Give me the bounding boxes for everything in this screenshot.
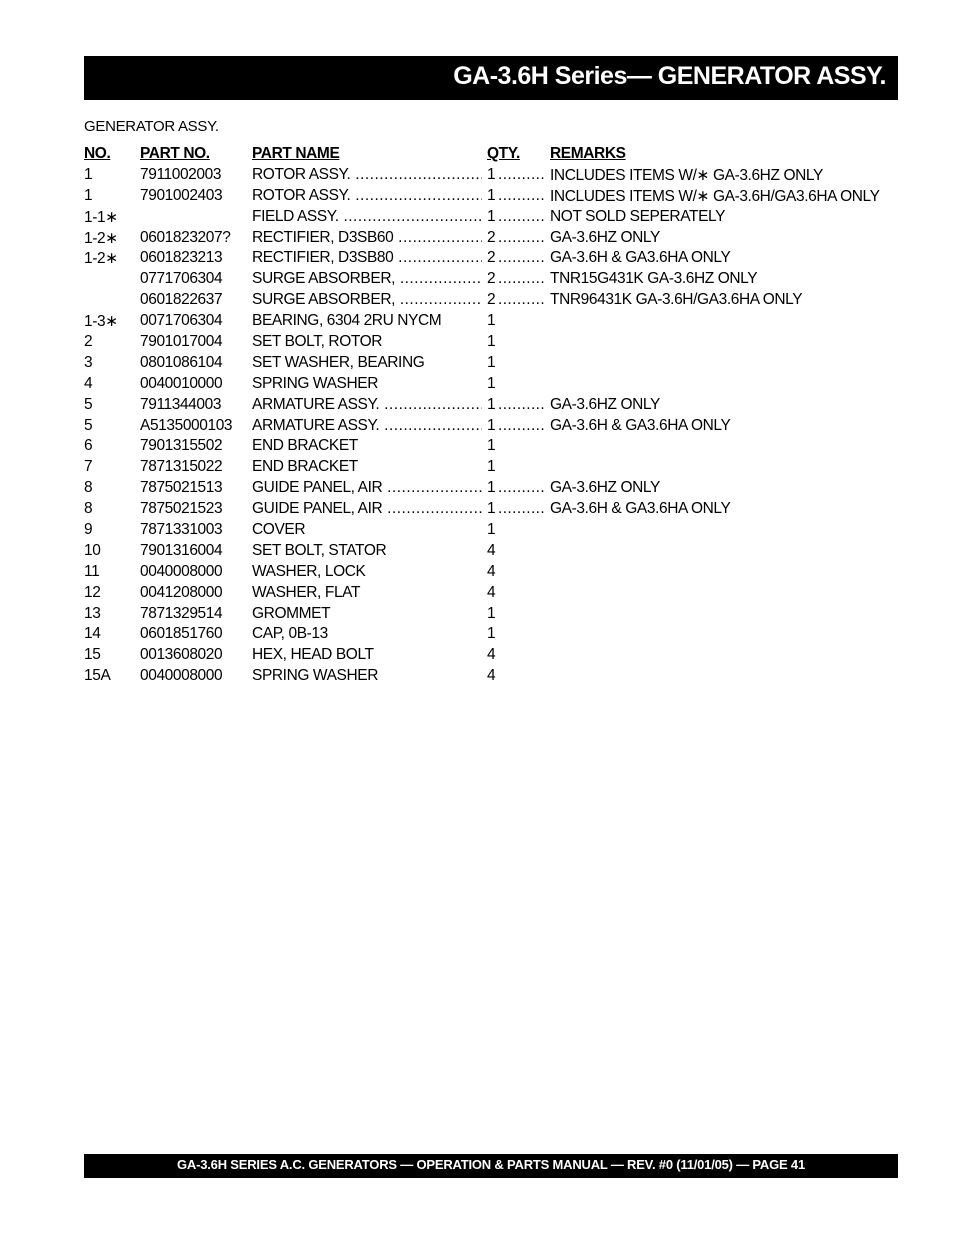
remarks-cell: GA-3.6HZ ONLY	[550, 479, 660, 497]
table-row	[84, 312, 898, 333]
leader-dots	[498, 417, 546, 435]
qty-cell: 2	[487, 270, 496, 288]
part-name-cell: END BRACKET	[252, 458, 358, 476]
part-number-index: 8	[84, 500, 93, 518]
leader-dots	[498, 291, 546, 309]
part-no-cell: 0071706304	[140, 312, 223, 330]
qty-cell: 1	[487, 165, 496, 183]
part-no-cell: A5135000103	[140, 416, 233, 434]
leader-dots	[498, 249, 546, 267]
table-row	[84, 417, 898, 438]
qty-cell: 4	[487, 562, 496, 580]
leader-dots	[498, 229, 546, 247]
table-row	[84, 396, 898, 417]
qty-cell: 4	[487, 583, 496, 601]
part-name-cell: RECTIFIER, D3SB80 .....	[252, 249, 482, 267]
part-no-cell: 0041208000	[140, 583, 223, 601]
remarks-cell: GA-3.6H & GA3.6HA ONLY	[550, 249, 731, 267]
part-name-cell: ARMATURE ASSY. .....	[252, 396, 482, 414]
part-number-index: 10	[84, 541, 101, 559]
table-row	[84, 563, 898, 584]
part-name-cell: ARMATURE ASSY. .....	[252, 417, 482, 435]
part-number-index: 15A	[84, 667, 111, 685]
part-number-index: 4	[84, 374, 93, 392]
part-number-index: 5	[84, 416, 93, 434]
page-title: GA-3.6H Series— GENERATOR ASSY.	[453, 62, 886, 90]
remarks-cell: GA-3.6HZ ONLY	[550, 395, 660, 413]
part-no-cell: 7901315502	[140, 437, 223, 455]
table-row	[84, 667, 898, 688]
part-name-cell: COVER	[252, 521, 306, 539]
column-header-part-name: PART NAME	[252, 145, 340, 162]
leader-dots	[498, 396, 546, 414]
table-row	[84, 479, 898, 500]
qty-cell: 1	[487, 353, 496, 371]
part-number-index: 12	[84, 583, 101, 601]
table-row	[84, 605, 898, 626]
part-name-cell: SURGE ABSORBER, .....	[252, 291, 482, 309]
part-no-cell: 7871331003	[140, 521, 223, 539]
qty-cell: 4	[487, 667, 496, 685]
table-row	[84, 521, 898, 542]
part-name-cell: GUIDE PANEL, AIR .....	[252, 500, 482, 518]
part-no-cell: 7911002003	[140, 165, 222, 183]
qty-cell: 2	[487, 228, 496, 246]
part-no-cell: 7875021523	[140, 500, 223, 518]
part-no-cell: 0601822637	[140, 291, 223, 309]
remarks-cell: TNR96431K GA-3.6H/GA3.6HA ONLY	[550, 291, 803, 309]
part-no-cell: 0013608020	[140, 646, 223, 664]
part-number-index: 13	[84, 604, 101, 622]
part-name-cell: END BRACKET	[252, 437, 358, 455]
table-row	[84, 646, 898, 667]
part-number-index: 7	[84, 458, 93, 476]
qty-cell: 1	[487, 207, 496, 225]
part-no-cell: 0801086104	[140, 353, 223, 371]
remarks-cell: GA-3.6H & GA3.6HA ONLY	[550, 500, 731, 518]
part-name-cell: SET WASHER, BEARING	[252, 353, 425, 371]
table-row	[84, 437, 898, 458]
part-name-cell: GROMMET	[252, 604, 331, 622]
table-row	[84, 584, 898, 605]
part-name-cell: SPRING WASHER	[252, 374, 378, 392]
part-number-index: 5	[84, 395, 93, 413]
qty-cell: 1	[487, 458, 496, 476]
table-row	[84, 458, 898, 479]
qty-cell: 4	[487, 646, 496, 664]
part-no-cell: 7901017004	[140, 333, 223, 351]
qty-cell: 2	[487, 249, 496, 267]
leader-dots	[498, 500, 546, 518]
table-row	[84, 249, 898, 270]
qty-cell: 1	[487, 333, 496, 351]
part-no-cell: 0040008000	[140, 667, 223, 685]
remarks-cell: GA-3.6HZ ONLY	[550, 228, 660, 246]
column-header-part-no: PART NO.	[140, 145, 210, 162]
leader-dots	[498, 479, 546, 497]
leader-dots	[498, 187, 546, 205]
part-number-index: 1	[84, 186, 93, 204]
table-row	[84, 270, 898, 291]
part-number-index: 8	[84, 479, 93, 497]
qty-cell: 1	[487, 186, 496, 204]
remarks-cell: NOT SOLD SEPERATELY	[550, 207, 726, 225]
part-name-cell: CAP, 0B-13	[252, 625, 328, 643]
qty-cell: 1	[487, 479, 496, 497]
qty-cell: 1	[487, 604, 496, 622]
part-no-cell: 7911344003	[140, 395, 222, 413]
table-row	[84, 166, 898, 187]
table-row	[84, 229, 898, 250]
table-row	[84, 542, 898, 563]
qty-cell: 1	[487, 500, 496, 518]
part-name-cell: HEX, HEAD BOLT	[252, 646, 374, 664]
remarks-cell: INCLUDES ITEMS W/∗ GA-3.6HZ ONLY	[550, 166, 823, 184]
column-header-remarks: REMARKS	[550, 145, 626, 162]
remarks-cell: INCLUDES ITEMS W/∗ GA-3.6H/GA3.6HA ONLY	[550, 187, 880, 205]
part-number-index: 11	[84, 562, 100, 580]
page-footer-bar	[84, 1154, 898, 1178]
part-number-index: 6	[84, 437, 93, 455]
part-no-cell: 0040008000	[140, 562, 223, 580]
qty-cell: 1	[487, 437, 496, 455]
part-number-index: 1-3∗	[84, 313, 118, 331]
leader-dots	[498, 166, 546, 184]
part-no-cell: 0601851760	[140, 625, 223, 643]
qty-cell: 1	[487, 521, 496, 539]
part-number-index: 3	[84, 353, 93, 371]
part-no-cell: 7871315022	[140, 458, 223, 476]
part-name-cell: GUIDE PANEL, AIR .....	[252, 479, 482, 497]
part-no-cell: 7871329514	[140, 604, 223, 622]
part-no-cell: 7875021513	[140, 479, 223, 497]
column-header-no: NO.	[84, 145, 111, 162]
part-no-cell: 7901002403	[140, 186, 223, 204]
part-name-cell: RECTIFIER, D3SB60 .....	[252, 229, 482, 247]
part-number-index: 9	[84, 521, 93, 539]
page-title-bar	[84, 56, 898, 100]
parts-table-header	[84, 145, 898, 166]
part-name-cell: WASHER, LOCK	[252, 562, 366, 580]
part-name-cell: FIELD ASSY. .....	[252, 208, 482, 226]
part-number-index: 1-2∗	[84, 250, 118, 268]
part-name-cell: BEARING, 6304 2RU NYCM	[252, 312, 442, 330]
qty-cell: 1	[487, 312, 496, 330]
part-name-cell: SPRING WASHER	[252, 667, 378, 685]
qty-cell: 1	[487, 416, 496, 434]
part-no-cell: 0601823207?	[140, 228, 231, 246]
part-number-index: 1	[84, 165, 93, 183]
part-number-index: 2	[84, 333, 93, 351]
column-header-qty: QTY.	[487, 145, 520, 162]
leader-dots	[498, 208, 546, 226]
table-row	[84, 187, 898, 208]
qty-cell: 1	[487, 395, 496, 413]
part-name-cell: SURGE ABSORBER, .....	[252, 270, 482, 288]
part-number-index: 15	[84, 646, 101, 664]
qty-cell: 2	[487, 291, 496, 309]
part-no-cell: 0771706304	[140, 270, 223, 288]
qty-cell: 1	[487, 374, 496, 392]
remarks-cell: GA-3.6H & GA3.6HA ONLY	[550, 416, 731, 434]
part-name-cell: WASHER, FLAT	[252, 583, 361, 601]
part-number-index: 14	[84, 625, 101, 643]
qty-cell: 4	[487, 541, 496, 559]
table-row	[84, 500, 898, 521]
part-number-index: 1-2∗	[84, 229, 118, 247]
part-number-index: 1-1∗	[84, 208, 118, 226]
part-name-cell: ROTOR ASSY. .....	[252, 166, 482, 184]
table-row	[84, 625, 898, 646]
part-no-cell: 0040010000	[140, 374, 223, 392]
table-row	[84, 208, 898, 229]
part-no-cell: 0601823213	[140, 249, 223, 267]
part-no-cell: 7901316004	[140, 541, 223, 559]
table-row	[84, 291, 898, 312]
parts-table	[84, 145, 898, 688]
table-row	[84, 354, 898, 375]
qty-cell: 1	[487, 625, 496, 643]
page-footer: GA-3.6H SERIES A.C. GENERATORS — OPERATION & PARTS MANUAL — REV. #0 (11/01/05) — PAGE 41	[177, 1157, 805, 1172]
part-name-cell: SET BOLT, ROTOR	[252, 333, 383, 351]
table-row	[84, 333, 898, 354]
remarks-cell: TNR15G431K GA-3.6HZ ONLY	[550, 270, 758, 288]
leader-dots	[498, 270, 546, 288]
table-row	[84, 375, 898, 396]
part-name-cell: SET BOLT, STATOR	[252, 541, 387, 559]
section-label: GENERATOR ASSY.	[84, 118, 219, 135]
part-name-cell: ROTOR ASSY. .....	[252, 187, 482, 205]
